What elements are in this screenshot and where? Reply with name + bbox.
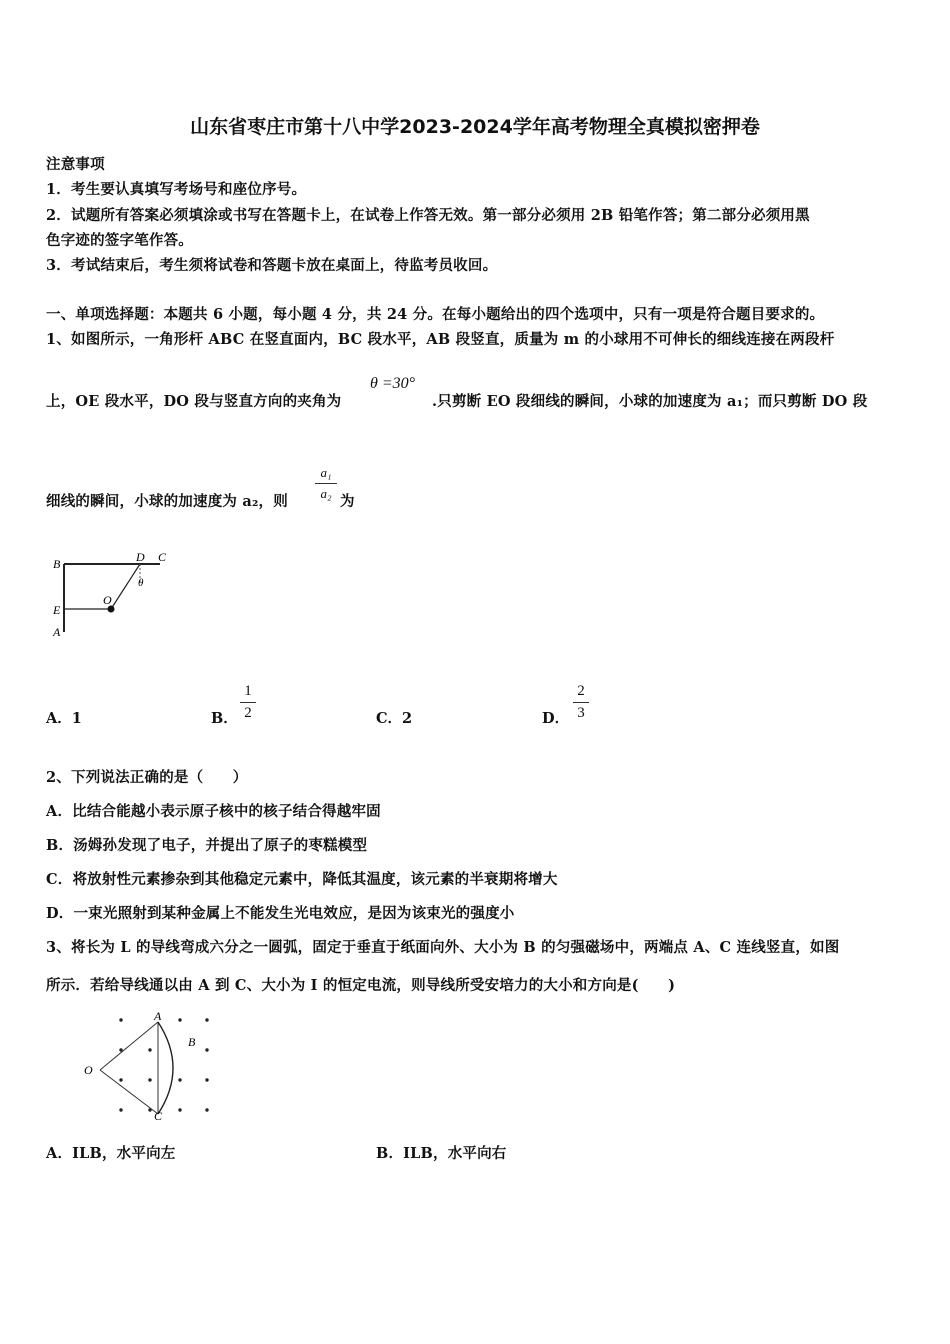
label-b: B bbox=[188, 1035, 196, 1049]
q1-stem-line3b: 为 bbox=[340, 493, 355, 510]
label-b: B bbox=[53, 557, 61, 571]
q2-stem: 2、下列说法正确的是（ ） bbox=[46, 769, 248, 786]
q1-figure bbox=[48, 548, 178, 643]
q1-option-b[interactable]: B． bbox=[211, 710, 238, 727]
q1-stem-line2b: .只剪断 EO 段细线的瞬间，小球的加速度为 a₁；而只剪断 DO 段 bbox=[432, 393, 868, 410]
radius-oc bbox=[100, 1070, 158, 1114]
notice-item-2-cont: 色字迹的签字笔作答。 bbox=[46, 232, 193, 249]
q1-ratio-num: a₁ bbox=[320, 465, 332, 480]
string-do bbox=[111, 564, 140, 609]
q2-option-c[interactable]: C．将放射性元素掺杂到其他稳定元素中，降低其温度，该元素的半衰期将增大 bbox=[46, 871, 558, 888]
q2-option-a[interactable]: A．比结合能越小表示原子核中的核子结合得越牢固 bbox=[46, 803, 381, 820]
notice-heading: 注意事项 bbox=[46, 156, 105, 173]
q1-option-d[interactable]: D． bbox=[542, 710, 570, 727]
q1-stem-line2a: 上，OE 段水平，DO 段与竖直方向的夹角为 bbox=[46, 393, 342, 410]
q3-stem-line1: 3、将长为 L 的导线弯成六分之一圆弧，固定于垂直于纸面向外、大小为 B 的匀强磁场中，两端点 A、C 连线竖直，如图 bbox=[46, 939, 840, 956]
q2-option-b[interactable]: B．汤姆孙发现了电子，并提出了原子的枣糕模型 bbox=[46, 837, 368, 854]
page-title: 山东省枣庄市第十八中学2023-2024学年高考物理全真模拟密押卷 bbox=[190, 116, 760, 138]
notice-item-3: 3．考试结束后，考生须将试卷和答题卡放在桌面上，待监考员收回。 bbox=[46, 257, 498, 274]
label-c: C bbox=[154, 1109, 163, 1122]
label-a: A bbox=[53, 625, 61, 639]
label-a: A bbox=[154, 1010, 162, 1023]
q1-option-b-fraction bbox=[240, 683, 256, 722]
radius-oa bbox=[100, 1022, 158, 1070]
q1-stem-line1: 1、如图所示，一角形杆 ABC 在竖直面内，BC 段水平，AB 段竖直，质量为 m 的小球用不可伸长的细线连接在两段杆 bbox=[46, 331, 835, 348]
q1-option-d-num: 2 bbox=[577, 683, 585, 699]
q3-option-a[interactable]: A．ILB，水平向左 bbox=[46, 1145, 176, 1162]
q1-ratio-den: a₂ bbox=[320, 486, 332, 501]
q1-option-b-num: 1 bbox=[244, 683, 252, 699]
q3-option-b[interactable]: B．ILB，水平向右 bbox=[376, 1145, 507, 1162]
q2-option-d[interactable]: D．一束光照射到某种金属上不能发生光电效应，是因为该束光的强度小 bbox=[46, 905, 515, 922]
q1-option-d-den: 3 bbox=[577, 705, 585, 721]
q1-theta-value: θ =30° bbox=[370, 375, 416, 392]
q1-option-b-den: 2 bbox=[244, 705, 252, 721]
q1-ratio-fraction bbox=[315, 465, 337, 502]
q1-option-c[interactable]: C．2 bbox=[376, 710, 413, 727]
notice-item-2: 2．试题所有答案必须填涂或书写在答题卡上，在试卷上作答无效。第一部分必须用 2B 铅笔作答；第二部分必须用黑 bbox=[46, 207, 810, 224]
label-c: C bbox=[158, 550, 167, 564]
q1-option-d-fraction bbox=[573, 683, 589, 722]
label-theta: θ bbox=[138, 577, 144, 589]
section-heading: 一、单项选择题：本题共 6 小题，每小题 4 分，共 24 分。在每小题给出的四个选项中，只有一项是符合题目要求的。 bbox=[46, 306, 825, 323]
label-d: D bbox=[136, 550, 145, 564]
q3-figure bbox=[80, 1010, 220, 1122]
q1-stem-line3a: 细线的瞬间，小球的加速度为 a₂，则 bbox=[46, 493, 288, 510]
label-e: E bbox=[53, 603, 61, 617]
q1-option-a[interactable]: A．1 bbox=[46, 710, 82, 727]
wire-arc bbox=[158, 1022, 173, 1114]
q3-stem-line2: 所示．若给导线通以由 A 到 C、大小为 I 的恒定电流，则导线所受安培力的大小和方向是( ) bbox=[46, 977, 676, 994]
label-o: O bbox=[84, 1063, 93, 1077]
notice-item-1: 1．考生要认真填写考场号和座位序号。 bbox=[46, 181, 307, 198]
label-o: O bbox=[103, 593, 112, 607]
